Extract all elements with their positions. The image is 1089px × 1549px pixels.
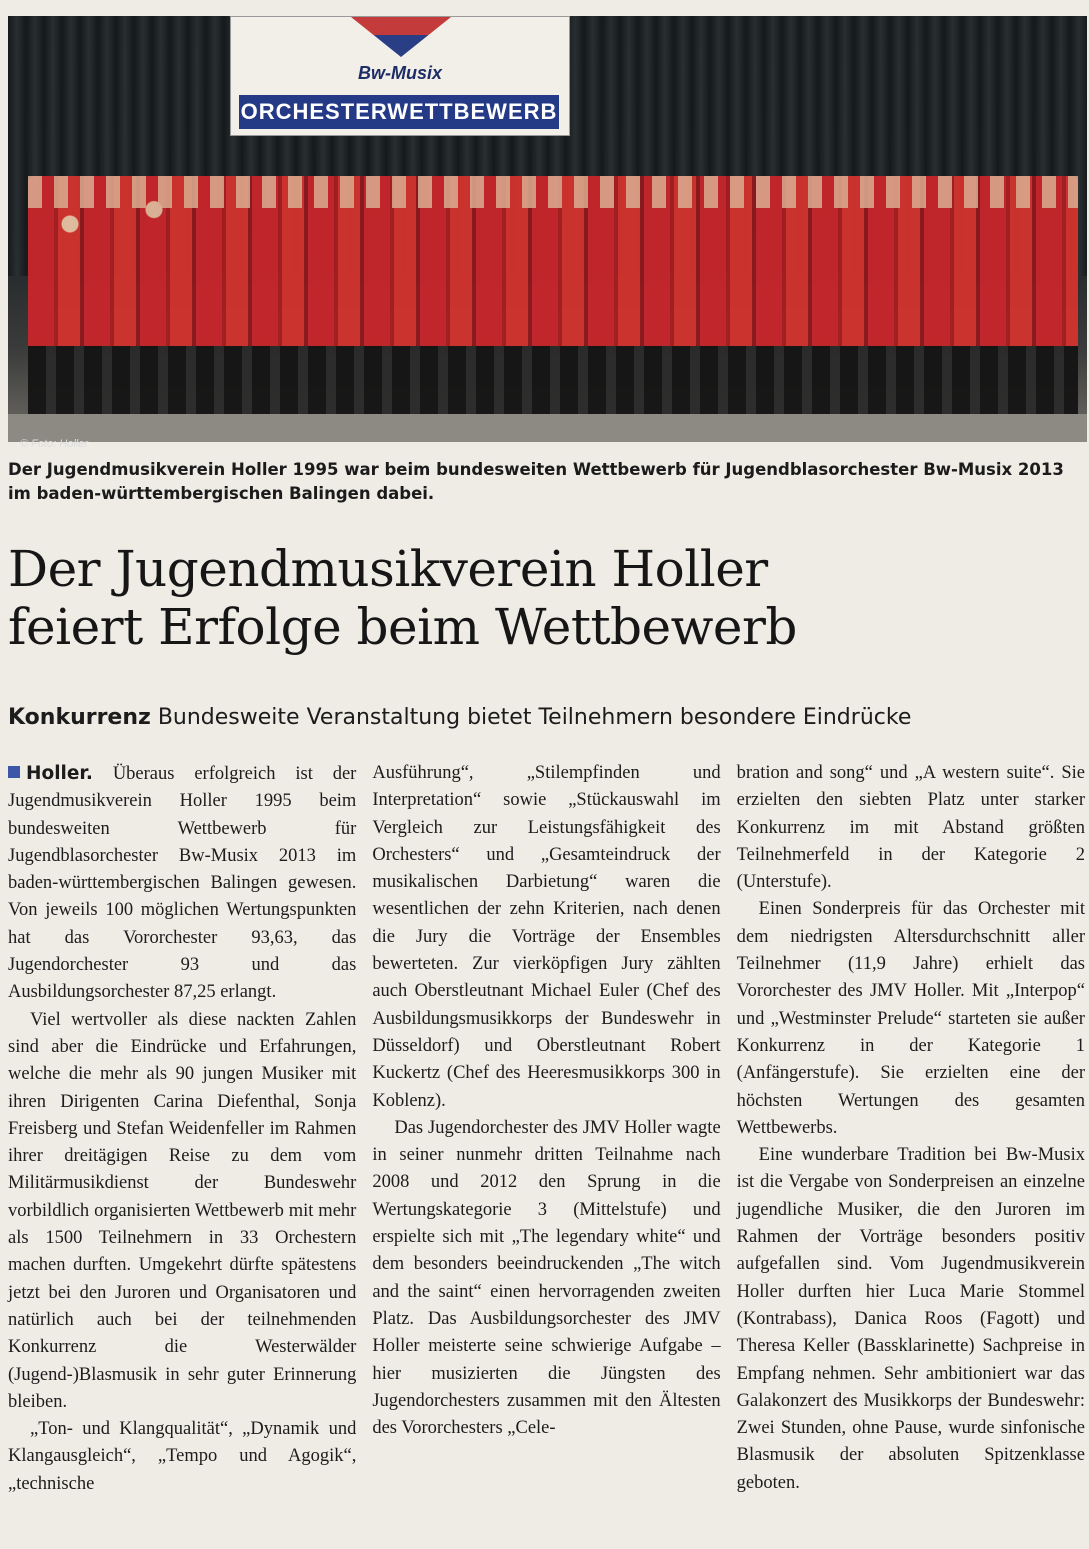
dateline: Holler. xyxy=(26,763,93,784)
competition-banner xyxy=(230,16,570,136)
headline-line-1: Der Jugendmusikverein Holler xyxy=(8,540,768,598)
paragraph: „Ton- und Klangqualität“, „Dynamik und Klangausgleich“, „Tempo und Agogik“, „technische xyxy=(8,1419,357,1494)
bw-musix-logo-icon xyxy=(351,17,451,57)
paragraph xyxy=(8,760,356,1007)
headline xyxy=(8,540,1083,656)
paragraph: Viel wertvoller als diese nackten Zahlen sind aber die Eindrücke und Erfahrungen, welche die mehr als 90 jungen Musiker mit ihren Dirigenten Carina Diefenthal, Sonja Freisberg und Stefan Weidenfeller im Rahmen ihrer dreitägigen Reise zu dem vom Militärmusikdienst der Bundeswehr vorbildlich organisierten Wettbewerb mit mehr als 1500 Teilnehmern in 33 Orchestern machen durften. Umgekehrt dürfte spätestens jetzt bei den Juroren und Organisatoren und natürlich auch bei der teilnehmenden Konkurrenz die Westerwälder (Jugend-)Blasmusik in sehr guter Erinnerung bleiben. xyxy=(8,1009,357,1412)
paragraph-text: Überaus erfolgreich ist der Jugendmusikverein Holler 1995 beim bundesweiten Wettbewerb für Jugendblasorchester Bw-Musix 2013 im baden-württembergischen Balingen gewesen. Von jeweils 100 möglichen Wertungspunkten hat das Vororchester 93,63, das Jugendorchester 93 und das Ausbildungsorchester 87,25 erlangt. xyxy=(8,764,357,1003)
paragraph: Ausführung“, „Stilempfinden und Interpretation“ sowie „Stückauswahl im Vergleich zur Leistungsfähigkeit des Orchesters“ und „Gesamteindruck der musikalischen Darbietung“ waren die wesentlichen der zehn Kriterien, nach denen die Jury die Vorträge der Ensembles bewerteten. Zur vierköpfigen Jury zählten auch Oberstleutnant Michael Euler (Chef des Ausbildungsmusikkorps der Bundeswehr in Düsseldorf) und Oberstleutnant Robert Kuckertz (Chef des Heeresmusikkorps 300 in Koblenz). xyxy=(372,763,721,1111)
article-body xyxy=(8,760,1085,1540)
stage-floor xyxy=(8,414,1087,442)
subhead-kicker: Konkurrenz xyxy=(8,705,151,730)
subheadline xyxy=(8,703,1083,733)
banner-brand: Bw-Musix xyxy=(357,63,442,83)
article-photo xyxy=(8,16,1087,450)
article-column-1 xyxy=(8,760,356,1540)
subhead-text: Bundesweite Veranstaltung bietet Teilnehmern besondere Eindrücke xyxy=(157,705,912,730)
orchestra-group xyxy=(28,176,1078,416)
banner-title: ORCHESTERWETTBEWERB xyxy=(239,95,559,129)
article-column-2 xyxy=(372,760,720,1540)
photo-caption: Der Jugendmusikverein Holler 1995 war beim bundesweiten Wettbewerb für Jugendblasorchester Bw-Musix 2013 im baden-württembergischen Balingen dabei. xyxy=(8,460,1064,503)
paragraph: Eine wunderbare Tradition bei Bw-Musix ist die Vergabe von Sonderpreisen an einzelne jugendliche Musiker, die den Juroren im Rahmen der Vorträge besonders positiv aufgefallen sind. Vom Jugendmusikverein Holler durften hier Luca Marie Stommel (Kontrabass), Danica Roos (Fagott) und Theresa Keller (Bassklarinette) Sachpreise in Empfang nehmen. Sehr ambitioniert war das Galakonzert des Musikkorps der Bundeswehr: Zwei Stunden, ohne Pause, wurde sinfonische Blasmusik der absoluten Spitzenklasse geboten. xyxy=(736,1145,1085,1493)
paragraph: Das Jugendorchester des JMV Holler wagte in seiner nunmehr dritten Teilnahme nach 2008 und 2012 den Sprung in die Wertungskategorie 3 (Mittelstufe) und erspielte sich mit „The legendary white“ und dem besonders beeindruckenden „The witch and the saint“ einen hervorragenden zweiten Platz. Das Ausbildungsorchester des JMV Holler meisterte seine schwierige Aufgabe – hier musizierten die Jüngsten des Jugendorchesters zusammen mit den Ältesten des Vororchesters „Cele- xyxy=(372,1117,721,1439)
article-column-3 xyxy=(737,760,1085,1540)
paragraph: bration and song“ und „A western suite“. Sie erzielten den siebten Platz unter starker Konkurrenz im mit Abstand größten Teilnehmerfeld in der Kategorie 2 (Unterstufe). xyxy=(736,763,1085,893)
photo-credit: © Foto: Holler xyxy=(20,438,89,450)
dateline-square-icon xyxy=(8,766,20,778)
paragraph: Einen Sonderpreis für das Orchester mit dem niedrigsten Altersdurchschnitt aller Teilnehmer (11,9 Jahre) erhielt das Vororchester des JMV Holler. Mit „Interpop“ und „Westminster Prelude“ starteten sie außer Konkurrenz in der Kategorie 1 (Anfängerstufe). Sie erzielten eine der höchsten Wertungen des gesamten Wettbewerbs. xyxy=(736,899,1085,1138)
headline-line-2: feiert Erfolge beim Wettbewerb xyxy=(8,598,797,656)
